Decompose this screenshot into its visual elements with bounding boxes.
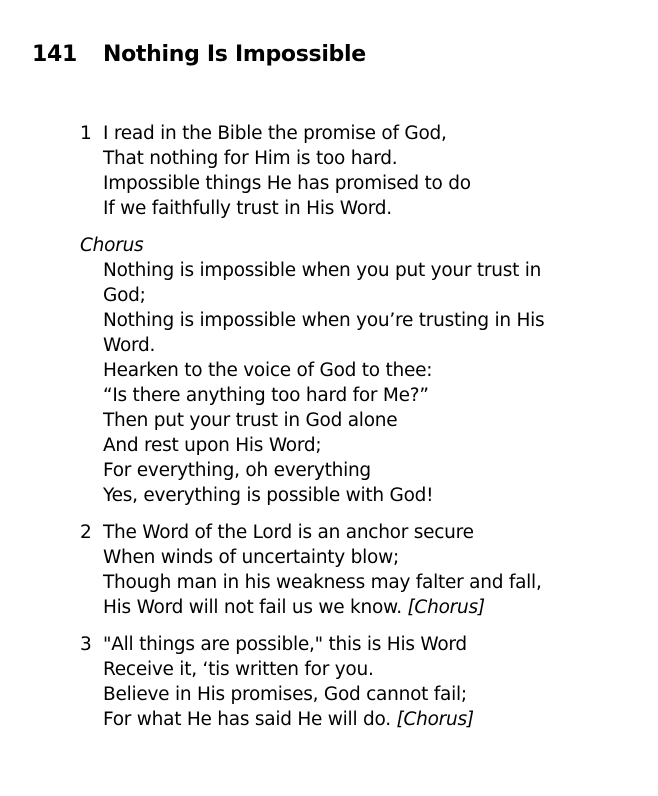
hymn-number: 141 — [32, 42, 78, 67]
verse-line-text: His Word will not fail us we know. — [103, 597, 402, 618]
hymn-title: Nothing Is Impossible — [103, 42, 366, 67]
chorus-line: For everything, oh everything — [103, 460, 371, 481]
verse-line-last — [103, 707, 650, 732]
verse-number: 2 — [80, 522, 92, 543]
verse-line: "All things are possible," this is His Word — [103, 634, 467, 655]
verse-line: Receive it, ‘tis written for you. — [103, 659, 374, 680]
chorus-line: Yes, everything is possible with God! — [103, 485, 434, 506]
chorus-line: Nothing is impossible when you’re trusting in His — [103, 310, 545, 331]
chorus-line: “Is there anything too hard for Me?” — [103, 385, 429, 406]
verse-number: 1 — [80, 123, 92, 144]
hymn-header — [32, 42, 366, 67]
verse-line: Impossible things He has promised to do — [103, 173, 471, 194]
verse-line: That nothing for Him is too hard. — [103, 148, 398, 169]
chorus-line: Then put your trust in God alone — [103, 410, 398, 431]
chorus-line: And rest upon His Word; — [103, 435, 322, 456]
chorus-label: Chorus — [80, 235, 144, 256]
verse-line-last — [103, 595, 650, 620]
chorus-line: Hearken to the voice of God to thee: — [103, 360, 433, 381]
verse-2 — [80, 520, 650, 620]
verse-line: Though man in his weakness may falter and fall, — [103, 572, 542, 593]
chorus-line: God; — [103, 285, 146, 306]
chorus-reference: [Chorus] — [396, 709, 474, 730]
chorus-reference: [Chorus] — [407, 597, 485, 618]
chorus-line: Word. — [103, 335, 156, 356]
verse-line: If we faithfully trust in His Word. — [103, 198, 392, 219]
hymn-body — [80, 121, 650, 732]
verse-line: When winds of uncertainty blow; — [103, 547, 399, 568]
verse-line: Believe in His promises, God cannot fail; — [103, 684, 467, 705]
verse-1 — [80, 121, 650, 221]
chorus-line: Nothing is impossible when you put your trust in — [103, 260, 542, 281]
chorus-lines — [80, 258, 650, 508]
verse-number: 3 — [80, 634, 92, 655]
chorus — [80, 233, 650, 508]
verse-line-text: For what He has said He will do. — [103, 709, 391, 730]
verse-3 — [80, 632, 650, 732]
verse-line: I read in the Bible the promise of God, — [103, 123, 447, 144]
verse-line: The Word of the Lord is an anchor secure — [103, 522, 474, 543]
